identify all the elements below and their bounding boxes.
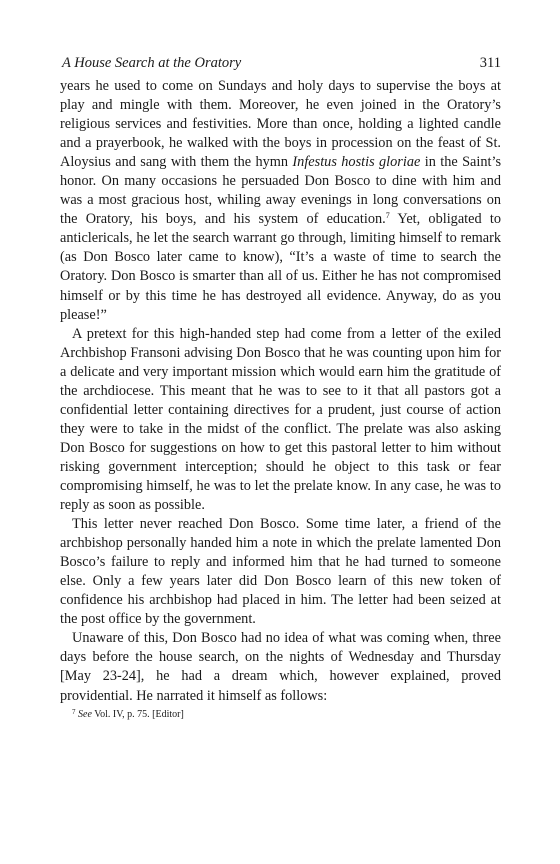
book-page xyxy=(60,52,501,722)
running-title: A House Search at the Oratory xyxy=(62,55,242,71)
page-number: 311 xyxy=(479,55,501,71)
running-head xyxy=(60,52,501,74)
footnote xyxy=(60,708,501,722)
paragraph: Unaware of this, Don Bosco had no idea of what was coming when, three days before the house search, on the nights of Wednesday and Thursday [May 23-24], he had a dream which, however explained, proved providential. He narrated it himself as follows: xyxy=(60,630,501,704)
footnote-reference: 7 xyxy=(385,211,390,221)
paragraph: A pretext for this high-handed step had come from a letter of the exiled Archbishop Fransoni advising Don Bosco that he was counting upon him for a delicate and very important mission which would earn him the gratitude of the archdiocese. This meant that he was to see to it that all pastors got a confidential letter containing directives for a prudent, just course of action they were to take in the midst of the conflict. The prelate was also asking Don Bosco for suggestions on how to get this pastoral letter to him without risking government interception; should he object to this task or fear compromising himself, he was to let the prelate know. In any case, he was to reply as soon as possible. xyxy=(60,325,501,514)
paragraph-text: in the Saint’s honor. On many occasions he persuaded Don Bosco to dine with him and was a most gracious host, whiling away evenings in long conversations on the Oratory, his boys, and his system of education. xyxy=(60,154,502,228)
paragraph-text: years he used to come on Sundays and holy days to supervise the boys at play and mingle with them. Moreover, he even joined in the Oratory’s religious services and festivities. More than once, holding a lighted candle and a prayerbook, he walked with the boys in procession on the feast of St. Aloysius and sang with them the hymn xyxy=(60,78,501,171)
paragraph: This letter never reached Don Bosco. Some time later, a friend of the archbishop personally handed him a note in which the prelate lamented Don Bosco’s failure to reply and informed him that he had turned to someone else. Only a few years later did Don Bosco learn of this new token of confidence his archbishop had placed in him. The letter had been seized at the post office by the government. xyxy=(60,516,501,628)
body-text xyxy=(60,77,501,706)
hymn-title: Infestus hostis gloriae xyxy=(292,154,421,171)
footnote-number: 7 xyxy=(72,707,76,716)
footnote-reference-text: Vol. IV, p. 75. [Editor] xyxy=(91,708,184,720)
paragraph-continuation xyxy=(60,77,501,325)
footnote-see: See xyxy=(78,708,92,720)
paragraph-text: Yet, obligated to anticlericals, he let the search warrant go through, limiting himself to remark (as Don Bosco later came to know), “It’s a waste of time to search the Oratory. Don Bosco is smarter than all of us. Either he has not compromised himself or by this time he has destroyed all evidence. Anyway, do as you please!” xyxy=(60,211,501,323)
